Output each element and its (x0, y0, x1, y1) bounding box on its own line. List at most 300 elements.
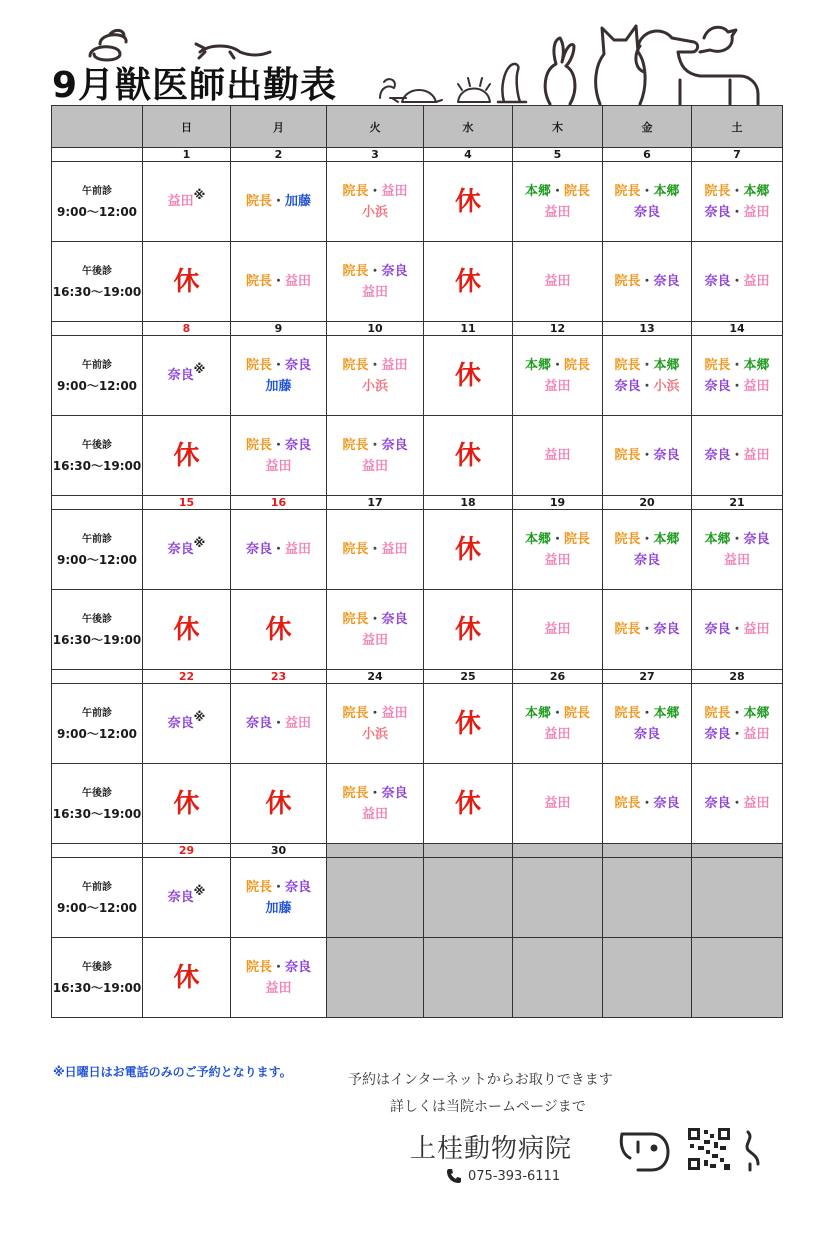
doctor-hongo: 本郷 (653, 183, 680, 199)
doctor-kohama: 小浜 (653, 378, 680, 394)
date-cell: 7 (692, 148, 783, 162)
shift-cell (143, 938, 231, 1018)
doctor-nara: 奈良 (167, 890, 194, 905)
separator: ・ (640, 622, 654, 637)
shift-cell (513, 162, 603, 242)
shift-cell (143, 764, 231, 844)
doctor-line (327, 783, 423, 804)
doctor-nara: 奈良 (704, 274, 731, 289)
doctor-line (231, 877, 326, 898)
doctor-line (231, 456, 326, 477)
doctor-inchou: 院長 (342, 183, 369, 199)
doctor-inchou: 院長 (342, 357, 369, 373)
doctor-nara: 奈良 (633, 204, 660, 220)
slot-name: 午後診 (82, 787, 112, 799)
date-cell: 5 (513, 148, 603, 162)
doctor-line (513, 355, 602, 376)
doctor-masuda: 益田 (743, 378, 770, 394)
doctor-masuda: 益田 (544, 378, 571, 394)
slot-name: 午前診 (82, 533, 112, 545)
slot-name: 午後診 (82, 265, 112, 277)
slot-name: 午前診 (82, 881, 112, 893)
shift-cell (692, 416, 783, 496)
doctor-line (327, 202, 423, 223)
doctor-nara: 奈良 (704, 622, 731, 637)
doctor-nara: 奈良 (381, 263, 408, 279)
shift-cell (513, 242, 603, 322)
empty-cell (327, 938, 424, 1018)
shift-cell (327, 684, 424, 764)
separator: ・ (368, 611, 382, 627)
doctor-masuda: 益田 (381, 542, 408, 557)
doctor-line (692, 376, 782, 397)
weekday-header-row (52, 106, 783, 148)
date-cell: 26 (513, 670, 603, 684)
doctor-nara: 奈良 (285, 357, 312, 373)
doctor-line (143, 536, 230, 560)
shift-cell (424, 416, 513, 496)
doctor-inchou: 院長 (564, 357, 591, 373)
doctor-line (231, 898, 326, 919)
shift-cell (231, 938, 327, 1018)
doctor-line (231, 435, 326, 456)
doctor-line (513, 181, 602, 202)
shift-cell (603, 510, 692, 590)
slot-name: 午後診 (82, 439, 112, 451)
date-cell: 28 (692, 670, 783, 684)
slot-name: 午前診 (82, 707, 112, 719)
doctor-line (603, 703, 691, 724)
slot-name: 午後診 (82, 961, 112, 973)
doctor-masuda: 益田 (381, 183, 408, 199)
shift-cell (231, 162, 327, 242)
doctor-masuda: 益田 (285, 274, 312, 289)
doctor-line (327, 355, 423, 376)
doctor-kato: 加藤 (285, 194, 312, 209)
slot-time: 9:00〜12:00 (56, 900, 138, 915)
weekday-wed: 水 (424, 106, 513, 148)
shift-cell (143, 336, 231, 416)
separator: ・ (550, 183, 564, 199)
doctor-line (327, 724, 423, 745)
lizard-icon (196, 44, 270, 58)
closed-mark: 休 (454, 788, 481, 819)
schedule-body (52, 148, 783, 1018)
doctor-nara: 奈良 (633, 552, 660, 568)
separator: ・ (730, 183, 744, 199)
date-cell: 12 (513, 322, 603, 336)
phone-text: 075-393-6111 (468, 1168, 561, 1184)
afternoon-row (52, 938, 783, 1018)
doctor-hongo: 本郷 (704, 531, 731, 547)
doctor-line (327, 456, 423, 477)
separator: ・ (730, 448, 744, 463)
shift-cell (143, 162, 231, 242)
doctor-masuda: 益田 (265, 458, 292, 474)
doctor-inchou: 院長 (704, 357, 731, 373)
header-corner (52, 106, 143, 148)
doctor-line (513, 445, 602, 466)
shift-cell (692, 764, 783, 844)
shift-cell (603, 684, 692, 764)
doctor-line (692, 271, 782, 292)
doctor-masuda: 益田 (544, 274, 571, 289)
doctor-line (143, 710, 230, 734)
doctor-line (692, 550, 782, 571)
date-cell (692, 844, 783, 858)
doctor-line (231, 376, 326, 397)
doctor-masuda: 益田 (285, 542, 312, 557)
morning-row (52, 336, 783, 416)
doctor-masuda: 益田 (743, 622, 770, 637)
doctor-line (327, 435, 423, 456)
date-cell: 16 (231, 496, 327, 510)
doctor-line (603, 376, 691, 397)
shift-cell (692, 510, 783, 590)
afternoon-label (52, 764, 143, 844)
doctor-masuda: 益田 (723, 552, 750, 568)
doctor-nara: 奈良 (704, 726, 731, 742)
doctor-masuda: 益田 (167, 194, 194, 209)
separator: ・ (640, 531, 654, 547)
doctor-nara: 奈良 (245, 542, 272, 557)
shift-cell (327, 590, 424, 670)
slot-time: 9:00〜12:00 (56, 378, 138, 393)
doctor-inchou: 院長 (704, 183, 731, 199)
doctor-line (513, 619, 602, 640)
closed-mark: 休 (265, 614, 292, 645)
date-cell: 20 (603, 496, 692, 510)
date-row (52, 148, 783, 162)
shift-cell (143, 242, 231, 322)
shift-cell (424, 684, 513, 764)
date-cell: 13 (603, 322, 692, 336)
doctor-line (231, 713, 326, 734)
date-cell: 1 (143, 148, 231, 162)
date-cell: 11 (424, 322, 513, 336)
afternoon-row (52, 764, 783, 844)
doctor-inchou: 院長 (342, 542, 369, 557)
empty-cell (327, 858, 424, 938)
shift-cell (513, 684, 603, 764)
doctor-line (603, 619, 691, 640)
squirrel-icon (380, 79, 406, 98)
afternoon-label (52, 242, 143, 322)
page-title: 9月獣医師出勤表 (52, 65, 338, 106)
bird-icon (700, 27, 736, 52)
shift-cell (424, 162, 513, 242)
shift-cell (603, 416, 692, 496)
closed-mark: 休 (173, 788, 200, 819)
doctor-nara: 奈良 (381, 785, 408, 801)
doctor-line (327, 261, 423, 282)
doctor-kato: 加藤 (265, 378, 292, 394)
separator: ・ (730, 705, 744, 721)
date-cell: 14 (692, 322, 783, 336)
date-cell: 24 (327, 670, 424, 684)
doctor-inchou: 院長 (342, 263, 369, 279)
doctor-line (603, 793, 691, 814)
shift-cell (231, 590, 327, 670)
doctor-masuda: 益田 (544, 552, 571, 568)
shift-cell (603, 162, 692, 242)
shift-cell (513, 510, 603, 590)
weekday-mon: 月 (231, 106, 327, 148)
date-row-label (52, 496, 143, 510)
doctor-line (327, 282, 423, 303)
separator: ・ (730, 274, 744, 289)
hospital-name: 上桂動物病院 (410, 1134, 573, 1164)
doctor-hongo: 本郷 (524, 531, 551, 547)
separator: ・ (368, 705, 382, 721)
shift-cell (231, 242, 327, 322)
weekday-sat: 土 (692, 106, 783, 148)
sunday-note: ※日曜日はお電話のみのご予約となります。 (53, 1065, 292, 1079)
doctor-line (603, 202, 691, 223)
doctor-inchou: 院長 (342, 437, 369, 453)
doctor-line (513, 202, 602, 223)
shift-cell (692, 242, 783, 322)
empty-cell (513, 938, 603, 1018)
date-cell (424, 844, 513, 858)
doctor-line (603, 529, 691, 550)
date-cell: 6 (603, 148, 692, 162)
doctor-nara: 奈良 (285, 879, 312, 895)
doctor-nara: 奈良 (653, 796, 680, 811)
doctor-masuda: 益田 (743, 726, 770, 742)
closed-mark: 休 (454, 440, 481, 471)
weekday-tue: 火 (327, 106, 424, 148)
doctor-hongo: 本郷 (653, 531, 680, 547)
shift-cell (231, 510, 327, 590)
doctor-masuda: 益田 (361, 632, 388, 648)
doctor-inchou: 院長 (614, 274, 641, 289)
slot-name: 午前診 (82, 185, 112, 197)
phone-only-mark: ※ (193, 536, 206, 550)
doctor-masuda: 益田 (265, 980, 292, 996)
separator: ・ (730, 357, 744, 373)
separator: ・ (640, 274, 654, 289)
shift-cell (143, 684, 231, 764)
separator: ・ (271, 274, 285, 289)
separator: ・ (271, 959, 285, 975)
doctor-hongo: 本郷 (524, 183, 551, 199)
slot-time: 16:30〜19:00 (52, 458, 142, 473)
date-cell (327, 844, 424, 858)
doctor-line (327, 539, 423, 560)
doctor-line (231, 355, 326, 376)
doctor-masuda: 益田 (743, 274, 770, 289)
shift-cell (513, 416, 603, 496)
doctor-line (692, 181, 782, 202)
shift-cell (692, 162, 783, 242)
separator: ・ (368, 263, 382, 279)
separator: ・ (730, 204, 744, 220)
shift-cell (327, 162, 424, 242)
slot-name: 午後診 (82, 613, 112, 625)
morning-label (52, 162, 143, 242)
doctor-line (603, 355, 691, 376)
empty-cell (424, 858, 513, 938)
morning-row (52, 684, 783, 764)
doctor-hongo: 本郷 (524, 357, 551, 373)
closed-mark: 休 (454, 360, 481, 391)
doctor-masuda: 益田 (285, 716, 312, 731)
date-row (52, 670, 783, 684)
shift-cell (513, 764, 603, 844)
doctor-line (513, 376, 602, 397)
separator: ・ (550, 705, 564, 721)
date-cell: 2 (231, 148, 327, 162)
qr-code-icon (688, 1128, 730, 1170)
doctor-nara: 奈良 (614, 378, 641, 394)
doctor-inchou: 院長 (342, 785, 369, 801)
closed-mark: 休 (173, 440, 200, 471)
date-cell: 15 (143, 496, 231, 510)
shift-cell (603, 242, 692, 322)
doctor-nara: 奈良 (704, 448, 731, 463)
shift-cell (143, 416, 231, 496)
doctor-line (692, 724, 782, 745)
doctor-nara: 奈良 (653, 448, 680, 463)
doctor-inchou: 院長 (564, 531, 591, 547)
empty-cell (692, 858, 783, 938)
shift-cell (603, 764, 692, 844)
doctor-line (231, 978, 326, 999)
separator: ・ (271, 542, 285, 557)
dog-icon (636, 31, 758, 104)
closed-mark: 休 (265, 788, 292, 819)
doctor-line (327, 376, 423, 397)
doctor-hongo: 本郷 (653, 705, 680, 721)
doctor-kohama: 小浜 (361, 726, 388, 742)
closed-mark: 休 (454, 534, 481, 565)
afternoon-row (52, 416, 783, 496)
weekday-thu: 木 (513, 106, 603, 148)
closed-mark: 休 (173, 614, 200, 645)
shift-cell (143, 858, 231, 938)
shift-cell (424, 764, 513, 844)
doctor-kohama: 小浜 (361, 378, 388, 394)
snake-icon (90, 30, 126, 60)
separator: ・ (550, 357, 564, 373)
doctor-masuda: 益田 (544, 448, 571, 463)
shift-cell (424, 336, 513, 416)
date-cell: 27 (603, 670, 692, 684)
weekday-fri: 金 (603, 106, 692, 148)
morning-label (52, 858, 143, 938)
shift-cell (327, 764, 424, 844)
doctor-inchou: 院長 (614, 448, 641, 463)
doctor-line (231, 957, 326, 978)
slot-time: 16:30〜19:00 (52, 806, 142, 821)
date-row-label (52, 322, 143, 336)
doctor-hongo: 本郷 (743, 357, 770, 373)
doctor-line (603, 724, 691, 745)
doctor-masuda: 益田 (544, 204, 571, 220)
shift-cell (231, 416, 327, 496)
date-cell: 19 (513, 496, 603, 510)
shift-cell (231, 858, 327, 938)
date-row (52, 322, 783, 336)
doctor-nara: 奈良 (245, 716, 272, 731)
doctor-line (692, 445, 782, 466)
doctor-inchou: 院長 (245, 879, 272, 895)
shift-cell (692, 684, 783, 764)
shift-cell (692, 336, 783, 416)
empty-cell (692, 938, 783, 1018)
doctor-line (327, 703, 423, 724)
dog-tail-icon (747, 1132, 758, 1170)
shift-cell (424, 590, 513, 670)
doctor-inchou: 院長 (342, 705, 369, 721)
doctor-inchou: 院長 (564, 705, 591, 721)
afternoon-label (52, 590, 143, 670)
doctor-nara: 奈良 (704, 796, 731, 811)
doctor-line (692, 529, 782, 550)
shift-cell (603, 590, 692, 670)
doctor-line (143, 188, 230, 212)
doctor-inchou: 院長 (245, 194, 272, 209)
doctor-line (327, 609, 423, 630)
doctor-masuda: 益田 (544, 622, 571, 637)
doctor-line (692, 793, 782, 814)
doctor-inchou: 院長 (614, 531, 641, 547)
shift-cell (231, 764, 327, 844)
doctor-line (603, 550, 691, 571)
doctor-hongo: 本郷 (524, 705, 551, 721)
doctor-line (143, 362, 230, 386)
date-cell: 9 (231, 322, 327, 336)
date-row-label (52, 148, 143, 162)
separator: ・ (368, 183, 382, 199)
phone-number (446, 1168, 560, 1184)
date-row (52, 844, 783, 858)
separator: ・ (550, 531, 564, 547)
doctor-inchou: 院長 (245, 274, 272, 289)
doctor-line (513, 793, 602, 814)
empty-cell (424, 938, 513, 1018)
separator: ・ (640, 357, 654, 373)
slot-time: 16:30〜19:00 (52, 284, 142, 299)
doctor-masuda: 益田 (361, 458, 388, 474)
doctor-nara: 奈良 (381, 437, 408, 453)
phone-icon (446, 1168, 462, 1184)
shift-cell (603, 336, 692, 416)
doctor-nara: 奈良 (167, 542, 194, 557)
doctor-inchou: 院長 (245, 959, 272, 975)
separator: ・ (368, 357, 382, 373)
date-cell: 29 (143, 844, 231, 858)
date-cell: 17 (327, 496, 424, 510)
shift-cell (513, 590, 603, 670)
doctor-inchou: 院長 (614, 357, 641, 373)
doctor-inchou: 院長 (245, 357, 272, 373)
doctor-kato: 加藤 (265, 900, 292, 916)
doctor-nara: 奈良 (167, 716, 194, 731)
separator: ・ (640, 705, 654, 721)
doctor-masuda: 益田 (381, 357, 408, 373)
slot-name: 午前診 (82, 359, 112, 371)
doctor-inchou: 院長 (704, 705, 731, 721)
separator: ・ (730, 796, 744, 811)
slot-time: 9:00〜12:00 (56, 726, 138, 741)
doctor-nara: 奈良 (381, 611, 408, 627)
phone-only-mark: ※ (193, 884, 206, 898)
doctor-nara: 奈良 (653, 622, 680, 637)
morning-label (52, 684, 143, 764)
separator: ・ (640, 796, 654, 811)
